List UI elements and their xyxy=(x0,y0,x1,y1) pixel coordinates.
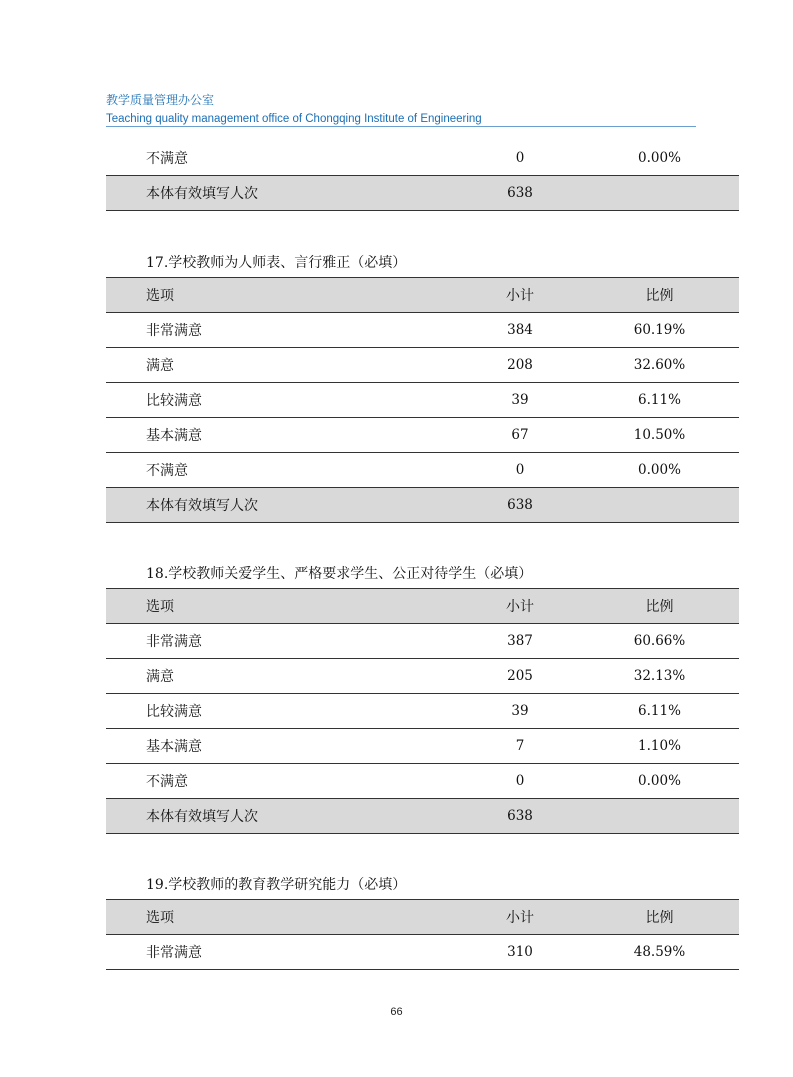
percent-cell: 48.59% xyxy=(580,935,739,970)
table-row xyxy=(106,694,739,729)
option-cell: 非常满意 xyxy=(106,313,460,348)
total-row xyxy=(106,799,739,834)
count-cell: 208 xyxy=(460,348,580,383)
header-divider xyxy=(106,126,696,127)
prev-question-table-continued xyxy=(106,141,699,211)
total-label: 本体有效填写人次 xyxy=(106,799,460,834)
table-header-row xyxy=(106,278,739,313)
table-row xyxy=(106,624,739,659)
percent-cell: 6.11% xyxy=(580,383,739,418)
percent-cell: 32.13% xyxy=(580,659,739,694)
header-title-en: Teaching quality management office of Chongqing Institute of Engineering xyxy=(106,113,482,125)
percent-cell: 1.10% xyxy=(580,729,739,764)
percent-cell: 0.00% xyxy=(580,764,739,799)
count-cell: 39 xyxy=(460,694,580,729)
count-cell: 67 xyxy=(460,418,580,453)
header-count: 小计 xyxy=(460,900,580,935)
page-number: 66 xyxy=(390,1006,403,1018)
table-header-row xyxy=(106,900,739,935)
question-title: 17.学校教师为人师表、言行雅正（必填） xyxy=(146,255,407,271)
total-percent-empty xyxy=(580,488,739,523)
header-option: 选项 xyxy=(106,278,460,313)
total-label: 本体有效填写人次 xyxy=(106,176,460,211)
count-cell: 0 xyxy=(460,764,580,799)
header-option: 选项 xyxy=(106,900,460,935)
table-row xyxy=(106,141,739,176)
percent-cell: 6.11% xyxy=(580,694,739,729)
percent-cell: 60.19% xyxy=(580,313,739,348)
count-cell: 39 xyxy=(460,383,580,418)
question-18-section xyxy=(106,560,699,834)
question-title: 19.学校教师的教育教学研究能力（必填） xyxy=(146,877,407,893)
question-19-section xyxy=(106,871,699,970)
table-row xyxy=(106,659,739,694)
percent-cell: 32.60% xyxy=(580,348,739,383)
header-percent: 比例 xyxy=(580,589,739,624)
survey-table xyxy=(106,141,739,211)
total-row xyxy=(106,488,739,523)
option-cell: 不满意 xyxy=(106,764,460,799)
total-count: 638 xyxy=(460,799,580,834)
percent-cell: 0.00% xyxy=(580,453,739,488)
table-row xyxy=(106,729,739,764)
count-cell: 384 xyxy=(460,313,580,348)
option-cell: 比较满意 xyxy=(106,694,460,729)
total-label: 本体有效填写人次 xyxy=(106,488,460,523)
total-count: 638 xyxy=(460,488,580,523)
option-cell: 不满意 xyxy=(106,141,460,176)
total-percent-empty xyxy=(580,799,739,834)
option-cell: 不满意 xyxy=(106,453,460,488)
count-cell: 387 xyxy=(460,624,580,659)
option-cell: 比较满意 xyxy=(106,383,460,418)
count-cell: 310 xyxy=(460,935,580,970)
page-header xyxy=(106,92,696,127)
header-option: 选项 xyxy=(106,589,460,624)
option-cell: 非常满意 xyxy=(106,624,460,659)
table-row xyxy=(106,313,739,348)
header-count: 小计 xyxy=(460,589,580,624)
table-row xyxy=(106,383,739,418)
survey-table xyxy=(106,899,739,970)
option-cell: 满意 xyxy=(106,348,460,383)
count-cell: 205 xyxy=(460,659,580,694)
header-title-cn: 教学质量管理办公室 xyxy=(106,93,215,107)
header-count: 小计 xyxy=(460,278,580,313)
table-header-row xyxy=(106,589,739,624)
total-row xyxy=(106,176,739,211)
option-cell: 基本满意 xyxy=(106,729,460,764)
percent-cell: 60.66% xyxy=(580,624,739,659)
percent-cell: 10.50% xyxy=(580,418,739,453)
total-count: 638 xyxy=(460,176,580,211)
count-cell: 0 xyxy=(460,453,580,488)
total-percent-empty xyxy=(580,176,739,211)
option-cell: 非常满意 xyxy=(106,935,460,970)
percent-cell: 0.00% xyxy=(580,141,739,176)
table-row xyxy=(106,453,739,488)
count-cell: 0 xyxy=(460,141,580,176)
header-percent: 比例 xyxy=(580,900,739,935)
survey-table xyxy=(106,277,739,523)
question-title: 18.学校教师关爱学生、严格要求学生、公正对待学生（必填） xyxy=(146,566,533,582)
table-row xyxy=(106,348,739,383)
table-row xyxy=(106,935,739,970)
table-row xyxy=(106,764,739,799)
survey-table xyxy=(106,588,739,834)
question-17-section xyxy=(106,249,699,523)
option-cell: 基本满意 xyxy=(106,418,460,453)
header-percent: 比例 xyxy=(580,278,739,313)
option-cell: 满意 xyxy=(106,659,460,694)
table-row xyxy=(106,418,739,453)
count-cell: 7 xyxy=(460,729,580,764)
